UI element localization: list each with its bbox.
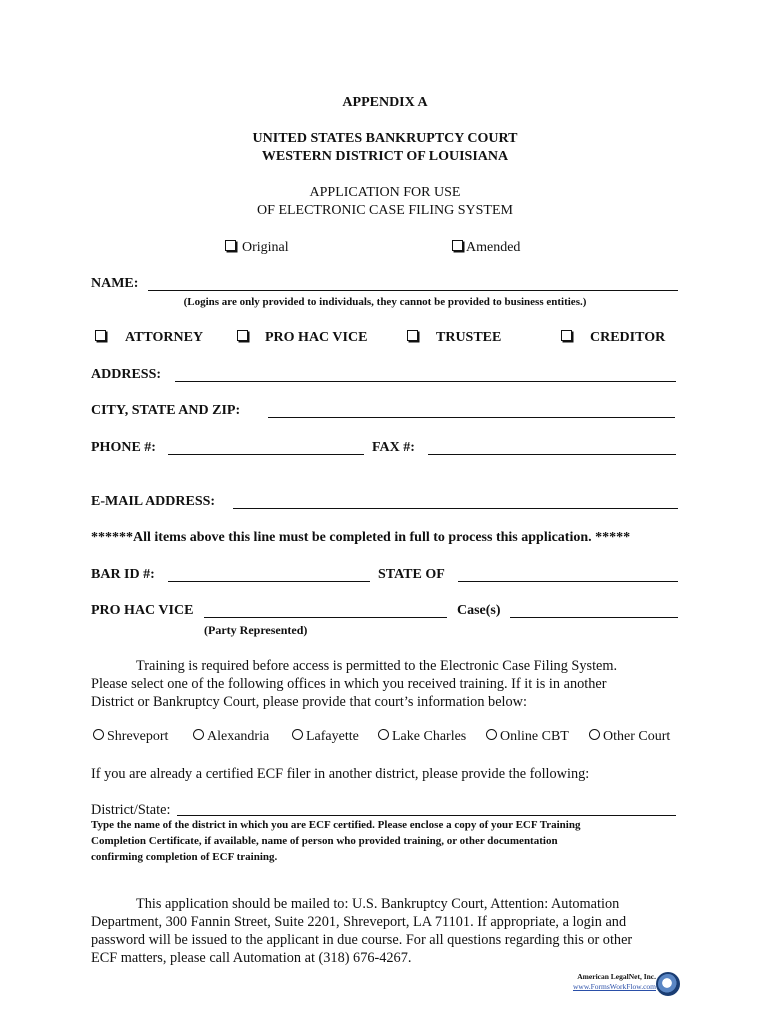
phone-field[interactable] [168, 454, 364, 455]
attorney-checkbox[interactable] [95, 330, 106, 341]
email-label: E-MAIL ADDRESS: [91, 494, 216, 509]
globe-logo-icon [656, 972, 680, 996]
training-line3: District or Bankruptcy Court, please provide that court’s information below: [91, 694, 527, 710]
office-other-court[interactable] [589, 729, 670, 745]
lafayette-radio[interactable] [292, 729, 303, 740]
training-line1: Training is required before access is permitted to the Electronic Case Filing System. [136, 658, 618, 674]
alexandria-label: Alexandria [207, 729, 270, 744]
email-field[interactable] [233, 508, 678, 509]
pro-hac-vice-label: PRO HAC VICE [91, 603, 194, 618]
lafayette-label: Lafayette [306, 729, 359, 744]
role-creditor[interactable] [561, 330, 665, 346]
phone-label: PHONE #: [91, 440, 156, 455]
name-label: NAME: [91, 276, 139, 291]
bar-id-field[interactable] [168, 581, 370, 582]
office-shreveport[interactable] [93, 729, 168, 745]
address-field[interactable] [175, 381, 676, 382]
amended-option[interactable] [452, 240, 520, 256]
pro-hac-vice-checkbox[interactable] [237, 330, 248, 341]
attorney-label: ATTORNEY [125, 330, 204, 345]
shreveport-radio[interactable] [93, 729, 104, 740]
footer-branding [558, 972, 656, 992]
district-instructions-line2: Completion Certificate, if available, name of person who provided training, or other documentation [91, 835, 558, 847]
application-title-line2: OF ELECTRONIC CASE FILING SYSTEM [257, 203, 513, 218]
cases-field[interactable] [510, 617, 678, 618]
certified-text: If you are already a certified ECF filer in another district, please provide the following: [91, 766, 590, 782]
office-online-cbt[interactable] [486, 729, 569, 745]
office-lake-charles[interactable] [378, 729, 466, 745]
footer-company: American LegalNet, Inc. [577, 972, 656, 981]
training-line2: Please select one of the following offices in which you received training. If it is in another [91, 676, 607, 692]
appendix-title: APPENDIX A [342, 95, 428, 110]
district-state-field[interactable] [177, 815, 676, 816]
amended-label: Amended [466, 240, 521, 255]
party-represented-field[interactable] [204, 617, 447, 618]
court-district: WESTERN DISTRICT OF LOUISIANA [261, 149, 509, 164]
bar-id-label: BAR ID #: [91, 567, 155, 582]
footer-url[interactable]: www.FormsWorkFlow.com [572, 982, 656, 991]
role-attorney[interactable] [95, 330, 203, 346]
office-lafayette[interactable] [292, 729, 359, 745]
name-note: (Logins are only provided to individuals, they cannot be provided to business entities.) [183, 296, 587, 308]
other-court-label: Other Court [603, 729, 671, 744]
amended-checkbox[interactable] [452, 240, 463, 251]
alexandria-radio[interactable] [193, 729, 204, 740]
office-alexandria[interactable] [193, 729, 269, 745]
state-of-label: STATE OF [378, 567, 445, 582]
fax-label: FAX #: [372, 440, 415, 455]
mailing-line4: ECF matters, please call Automation at (318) 676-4267. [91, 950, 412, 966]
trustee-label: TRUSTEE [436, 330, 502, 345]
lake-charles-label: Lake Charles [392, 729, 467, 744]
original-label: Original [242, 240, 289, 255]
mailing-line3: password will be issued to the applicant in due course. For all questions regarding this or other [91, 932, 633, 948]
district-instructions-line1: Type the name of the district in which you are ECF certified. Please enclose a copy of your ECF Training [91, 819, 581, 831]
state-of-field[interactable] [458, 581, 678, 582]
other-court-radio[interactable] [589, 729, 600, 740]
city-state-zip-field[interactable] [268, 417, 675, 418]
name-field[interactable] [148, 290, 678, 291]
trustee-checkbox[interactable] [407, 330, 418, 341]
required-note: ******All items above this line must be completed in full to process this application. ***** [91, 530, 631, 545]
district-instructions-line3: confirming completion of ECF training. [91, 851, 278, 863]
creditor-label: CREDITOR [590, 330, 666, 345]
party-represented-caption: (Party Represented) [204, 623, 308, 637]
shreveport-label: Shreveport [107, 729, 169, 744]
court-name: UNITED STATES BANKRUPTCY COURT [252, 131, 518, 146]
application-title-line1: APPLICATION FOR USE [309, 185, 461, 200]
role-trustee[interactable] [407, 330, 501, 346]
online-cbt-radio[interactable] [486, 729, 497, 740]
online-cbt-label: Online CBT [500, 729, 569, 744]
district-state-label: District/State: [91, 802, 171, 818]
original-checkbox[interactable] [225, 240, 236, 251]
fax-field[interactable] [428, 454, 676, 455]
city-state-zip-label: CITY, STATE AND ZIP: [91, 403, 241, 418]
pro-hac-vice-label: PRO HAC VICE [265, 330, 368, 345]
cases-label: Case(s) [457, 603, 501, 618]
original-option[interactable] [225, 240, 289, 256]
mailing-line1: This application should be mailed to: U.S. Bankruptcy Court, Attention: Automation [136, 896, 620, 912]
role-pro-hac-vice[interactable] [237, 330, 367, 346]
address-label: ADDRESS: [91, 367, 162, 382]
mailing-line2: Department, 300 Fannin Street, Suite 2201, Shreveport, LA 71101. If appropriate, a login and [91, 914, 627, 930]
lake-charles-radio[interactable] [378, 729, 389, 740]
creditor-checkbox[interactable] [561, 330, 572, 341]
